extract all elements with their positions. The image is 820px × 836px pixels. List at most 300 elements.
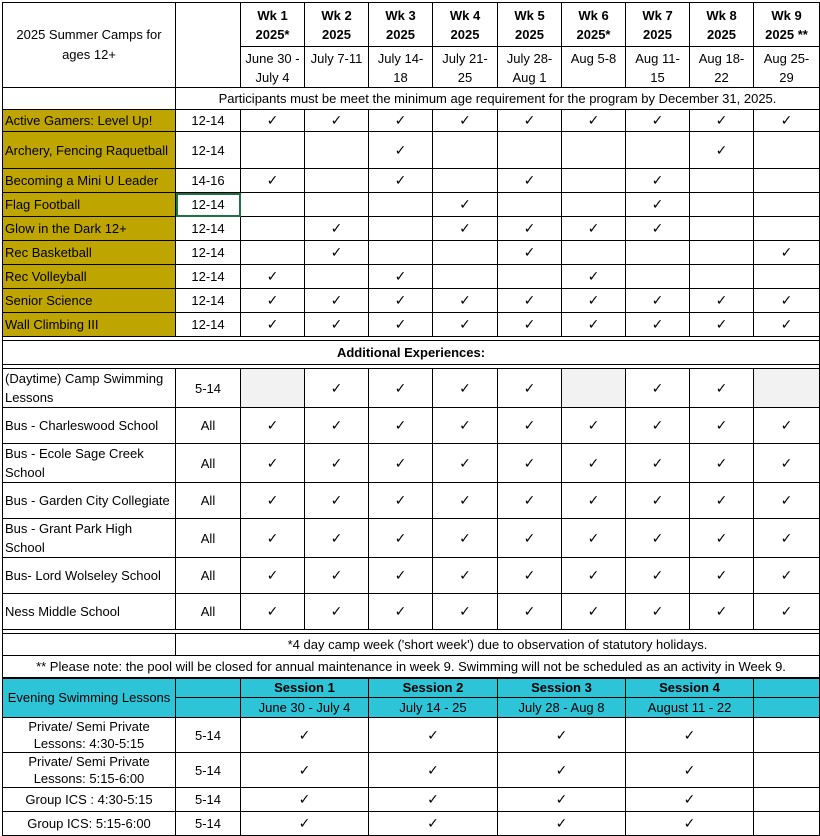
check-cell [305,289,369,313]
empty-cell [562,241,626,265]
additional-row [3,594,820,630]
check-cell [498,110,562,132]
session-dates: July 28 - Aug 8 [498,698,626,718]
checkmark-icon: ✓ [715,454,728,471]
check-cell [433,313,498,337]
session-name: Session 4 [626,678,754,698]
check-cell [241,718,369,753]
check-cell [433,444,498,483]
week-dates: Aug 18-22 [690,46,753,87]
checkmark-icon: ✓ [780,529,793,546]
checkmark-icon: ✓ [651,529,664,546]
checkmark-icon: ✓ [394,172,407,188]
empty-cell [498,265,562,289]
checkmark-icon: ✓ [715,379,728,396]
check-cell [305,241,369,265]
check-cell [626,594,690,630]
check-cell [305,444,369,483]
evening-age: 5-14 [176,788,241,812]
check-cell [369,265,433,289]
check-cell [498,313,562,337]
checkmark-icon: ✓ [459,112,471,128]
check-cell [562,408,626,444]
additional-row [3,369,820,408]
empty-cell [369,217,433,241]
check-cell [498,594,562,630]
check-cell [626,110,690,132]
check-cell [369,788,498,812]
week-header [754,3,820,88]
week-label: Wk 5 [514,8,545,23]
additional-row [3,444,820,483]
checkmark-icon: ✓ [683,726,696,743]
empty-cell [433,265,498,289]
check-cell [369,110,433,132]
checkmark-icon: ✓ [587,454,600,471]
check-cell [369,369,433,408]
check-cell [626,444,690,483]
empty-cell [754,369,820,408]
check-cell [241,558,305,594]
check-cell [562,444,626,483]
checkmark-icon: ✓ [266,316,279,332]
checkmark-icon: ✓ [651,220,664,236]
additional-age: All [176,444,241,483]
checkmark-icon: ✓ [587,220,600,236]
check-cell [498,753,626,788]
check-cell [690,408,754,444]
camps-row [3,265,820,289]
check-cell [498,241,562,265]
additional-age: 5-14 [176,369,241,408]
checkmark-icon: ✓ [523,529,536,546]
week-dates: Aug 11-15 [626,46,689,87]
checkmark-icon: ✓ [330,292,343,308]
checkmark-icon: ✓ [651,567,664,583]
checkmark-icon: ✓ [715,529,728,546]
checkmark-icon: ✓ [651,454,664,471]
session-blank [754,698,820,718]
checkmark-icon: ✓ [330,603,343,619]
empty-cell [241,369,305,408]
checkmark-icon: ✓ [330,244,343,260]
check-cell [498,444,562,483]
check-cell [369,132,433,169]
evening-age: 5-14 [176,718,241,753]
additional-name: Bus- Lord Wolseley School [3,558,176,594]
checkmark-icon: ✓ [651,196,664,212]
checkmark-icon: ✓ [587,492,600,508]
empty-cell [690,241,754,265]
empty-cell [626,132,690,169]
evening-age-blank [176,698,241,718]
check-cell [305,369,369,408]
checkmark-icon: ✓ [330,492,343,508]
checkmark-icon: ✓ [459,603,471,619]
checkmark-icon: ✓ [459,220,471,236]
week-year: 2025 [515,27,544,42]
session-dates: July 14 - 25 [369,698,498,718]
check-cell [626,369,690,408]
checkmark-icon: ✓ [459,454,471,471]
session-name: Session 2 [369,678,498,698]
checkmark-icon: ✓ [523,603,536,619]
check-cell [241,110,305,132]
session-dates: August 11 - 22 [626,698,754,718]
checkmark-icon: ✓ [298,761,311,778]
camps-name: Active Gamers: Level Up! [3,110,176,132]
checkmark-icon: ✓ [651,316,664,332]
note-row [3,656,820,678]
week-dates: June 30 - July 4 [241,46,304,87]
additional-name: Bus - Ecole Sage Creek School [3,444,176,483]
check-cell [498,169,562,193]
check-cell [690,594,754,630]
check-cell [562,110,626,132]
check-cell [433,193,498,217]
empty-cell [754,193,820,217]
check-cell [433,217,498,241]
checkmark-icon: ✓ [587,268,600,284]
week-label: Wk 3 [385,8,416,23]
check-cell [626,408,690,444]
check-cell [369,519,433,558]
empty-cell [626,241,690,265]
empty-cell [369,193,433,217]
checkmark-icon: ✓ [266,112,279,128]
check-cell [305,594,369,630]
empty-cell [498,193,562,217]
week-label: Wk 8 [706,8,737,23]
checkmark-icon: ✓ [459,316,471,332]
evening-age-blank [176,678,241,698]
empty-cell [305,169,369,193]
camps-age: 12-14 [176,132,241,169]
check-cell [626,217,690,241]
checkmark-icon: ✓ [266,492,279,508]
empty-cell [562,132,626,169]
check-cell [369,313,433,337]
check-cell [433,110,498,132]
camps-row [3,313,820,337]
age-note: Participants must be meet the minimum age requirement for the program by December 31, 2025. [176,88,820,110]
week-header [626,3,690,88]
check-cell [562,217,626,241]
additional-row [3,408,820,444]
additional-age: All [176,483,241,519]
camps-age: 14-16 [176,169,241,193]
checkmark-icon: ✓ [266,172,279,188]
section-row [3,341,820,365]
week-year: 2025 [386,27,415,42]
check-cell [626,519,690,558]
checkmark-icon: ✓ [587,603,600,619]
session-name: Session 3 [498,678,626,698]
additional-row [3,519,820,558]
camps-name: Becoming a Mini U Leader [3,169,176,193]
empty-cell [433,132,498,169]
checkmark-icon: ✓ [330,112,343,128]
check-cell [626,812,754,836]
check-cell [498,718,626,753]
checkmark-icon: ✓ [523,172,536,188]
check-cell [369,718,498,753]
checkmark-icon: ✓ [683,791,696,807]
check-cell [433,408,498,444]
empty-cell [562,369,626,408]
evening-header-row [3,678,820,698]
check-cell [626,289,690,313]
checkmark-icon: ✓ [651,292,664,308]
checkmark-icon: ✓ [651,172,664,188]
week-year: 2025 [643,27,672,42]
check-cell [305,558,369,594]
week-year: 2025* [255,27,290,42]
camps-age: 12-14 [176,217,241,241]
checkmark-icon: ✓ [555,726,568,743]
check-cell [626,753,754,788]
empty-cell [241,193,305,217]
week-year: 2025 [707,27,736,42]
check-cell [562,483,626,519]
evening-age: 5-14 [176,753,241,788]
checkmark-icon: ✓ [298,815,311,831]
evening-lesson-name: Private/ Semi Private Lessons: 4:30-5:15 [3,718,176,753]
check-cell [498,369,562,408]
camps-row [3,241,820,265]
check-cell [690,289,754,313]
checkmark-icon: ✓ [266,603,279,619]
checkmark-icon: ✓ [780,292,793,308]
checkmark-icon: ✓ [330,529,343,546]
checkmark-icon: ✓ [459,567,471,583]
check-cell [562,594,626,630]
camps-name: Flag Football [3,193,176,217]
check-cell [690,313,754,337]
checkmark-icon: ✓ [266,454,279,471]
checkmark-icon: ✓ [266,567,279,583]
week-dates: July 14-18 [369,46,432,87]
checkmark-icon: ✓ [780,112,793,128]
evening-age: 5-14 [176,812,241,836]
check-cell [241,408,305,444]
checkmark-icon: ✓ [523,567,536,583]
check-cell [241,812,369,836]
empty-cell [433,169,498,193]
checkmark-icon: ✓ [298,726,311,743]
check-cell [305,519,369,558]
camps-age: 12-14 [176,241,241,265]
camps-name: Wall Climbing III [3,313,176,337]
check-cell [241,169,305,193]
age-header-blank [176,3,241,88]
checkmark-icon: ✓ [715,112,728,128]
check-cell [562,558,626,594]
camps-row [3,110,820,132]
check-cell [369,753,498,788]
week-label: Wk 6 [578,8,609,23]
checkmark-icon: ✓ [523,292,536,308]
checkmark-icon: ✓ [523,244,536,260]
week-header [562,3,626,88]
week-header [433,3,498,88]
additional-name: Ness Middle School [3,594,176,630]
checkmark-icon: ✓ [587,292,600,308]
check-cell [754,241,820,265]
week-dates: July 21-25 [433,46,497,87]
checkmark-icon: ✓ [330,379,343,396]
camps-name: Rec Basketball [3,241,176,265]
check-cell [754,110,820,132]
checkmark-icon: ✓ [780,603,793,619]
camp-schedule-table [2,2,820,836]
camps-row [3,289,820,313]
checkmark-icon: ✓ [715,492,728,508]
check-cell [369,483,433,519]
checkmark-icon: ✓ [555,791,568,807]
checkmark-icon: ✓ [523,417,536,433]
checkmark-icon: ✓ [394,529,407,546]
checkmark-icon: ✓ [298,791,311,807]
week-dates: Aug 5-8 [562,46,625,68]
week-header [369,3,433,88]
empty-cell [369,241,433,265]
checkmark-icon: ✓ [427,726,439,743]
note-spacer [3,634,176,656]
checkmark-icon: ✓ [683,815,696,831]
checkmark-icon: ✓ [394,603,407,619]
checkmark-icon: ✓ [427,791,439,807]
week-year: 2025 ** [765,27,808,42]
check-cell [369,558,433,594]
empty-cell [690,265,754,289]
checkmark-icon: ✓ [330,220,343,236]
session-dates: June 30 - July 4 [241,698,369,718]
camps-age: 12-14 [176,110,241,132]
evening-lesson-name: Private/ Semi Private Lessons: 5:15-6:00 [3,753,176,788]
empty-cell [626,265,690,289]
check-cell [626,313,690,337]
check-cell [626,193,690,217]
checkmark-icon: ✓ [266,529,279,546]
check-cell [690,369,754,408]
camps-name: Archery, Fencing Raquetball [3,132,176,169]
checkmark-icon: ✓ [330,454,343,471]
checkmark-icon: ✓ [394,292,407,308]
checkmark-icon: ✓ [555,815,568,831]
check-cell [754,594,820,630]
evening-lesson-name: Group ICS: 5:15-6:00 [3,812,176,836]
check-cell [241,594,305,630]
check-cell [241,444,305,483]
checkmark-icon: ✓ [780,454,793,471]
check-cell [754,313,820,337]
empty-cell [498,132,562,169]
additional-row [3,483,820,519]
checkmark-icon: ✓ [587,567,600,583]
camps-age: 12-14 [176,313,241,337]
pool-note: ** Please note: the pool will be closed for annual maintenance in week 9. Swimming will not be scheduled as an activity in Week 9. [3,656,820,678]
empty-cell [241,132,305,169]
check-cell [498,408,562,444]
check-cell [754,289,820,313]
additional-age: All [176,519,241,558]
empty-cell [690,169,754,193]
camps-age: 12-14 [176,289,241,313]
checkmark-icon: ✓ [780,417,793,433]
check-cell [754,483,820,519]
week-dates: July 28-Aug 1 [498,46,561,87]
additional-name: Bus - Grant Park High School [3,519,176,558]
empty-cell [305,132,369,169]
checkmark-icon: ✓ [780,316,793,332]
check-cell [241,265,305,289]
camps-name: Senior Science [3,289,176,313]
checkmark-icon: ✓ [523,316,536,332]
week-label: Wk 4 [449,8,481,23]
check-cell [626,558,690,594]
checkmark-icon: ✓ [266,292,279,308]
check-cell [498,812,626,836]
checkmark-icon: ✓ [523,379,536,396]
check-cell [754,444,820,483]
empty-cell [690,193,754,217]
week-header [690,3,754,88]
check-cell [690,519,754,558]
empty-cell [305,265,369,289]
checkmark-icon: ✓ [394,492,407,508]
empty-cell [754,132,820,169]
additional-age: All [176,558,241,594]
check-cell [626,718,754,753]
short-week-note: *4 day camp week ('short week') due to observation of statutory holidays. [176,634,820,656]
check-cell [369,444,433,483]
checkmark-icon: ✓ [459,492,471,508]
check-cell [433,519,498,558]
session-name: Session 1 [241,678,369,698]
check-cell [305,217,369,241]
week-header [305,3,369,88]
checkmark-icon: ✓ [715,316,728,332]
checkmark-icon: ✓ [330,316,343,332]
camps-row [3,132,820,169]
check-cell [562,313,626,337]
check-cell [498,558,562,594]
header-spacer [3,88,176,110]
checkmark-icon: ✓ [394,268,407,284]
week-label: Wk 1 [257,8,288,23]
check-cell [754,519,820,558]
check-cell [305,483,369,519]
session-blank [754,678,820,698]
checkmark-icon: ✓ [780,567,793,583]
check-cell [305,313,369,337]
check-cell [690,110,754,132]
week-year: 2025 [450,27,480,42]
empty-cell [754,788,820,812]
check-cell [498,788,626,812]
week-label: Wk 2 [321,8,352,23]
week-header [498,3,562,88]
checkmark-icon: ✓ [780,244,793,260]
check-cell [369,594,433,630]
checkmark-icon: ✓ [394,567,407,583]
empty-cell [754,265,820,289]
week-dates: July 7-11 [305,46,368,68]
empty-cell [562,169,626,193]
check-cell [754,408,820,444]
additional-title: Additional Experiences: [3,341,820,365]
